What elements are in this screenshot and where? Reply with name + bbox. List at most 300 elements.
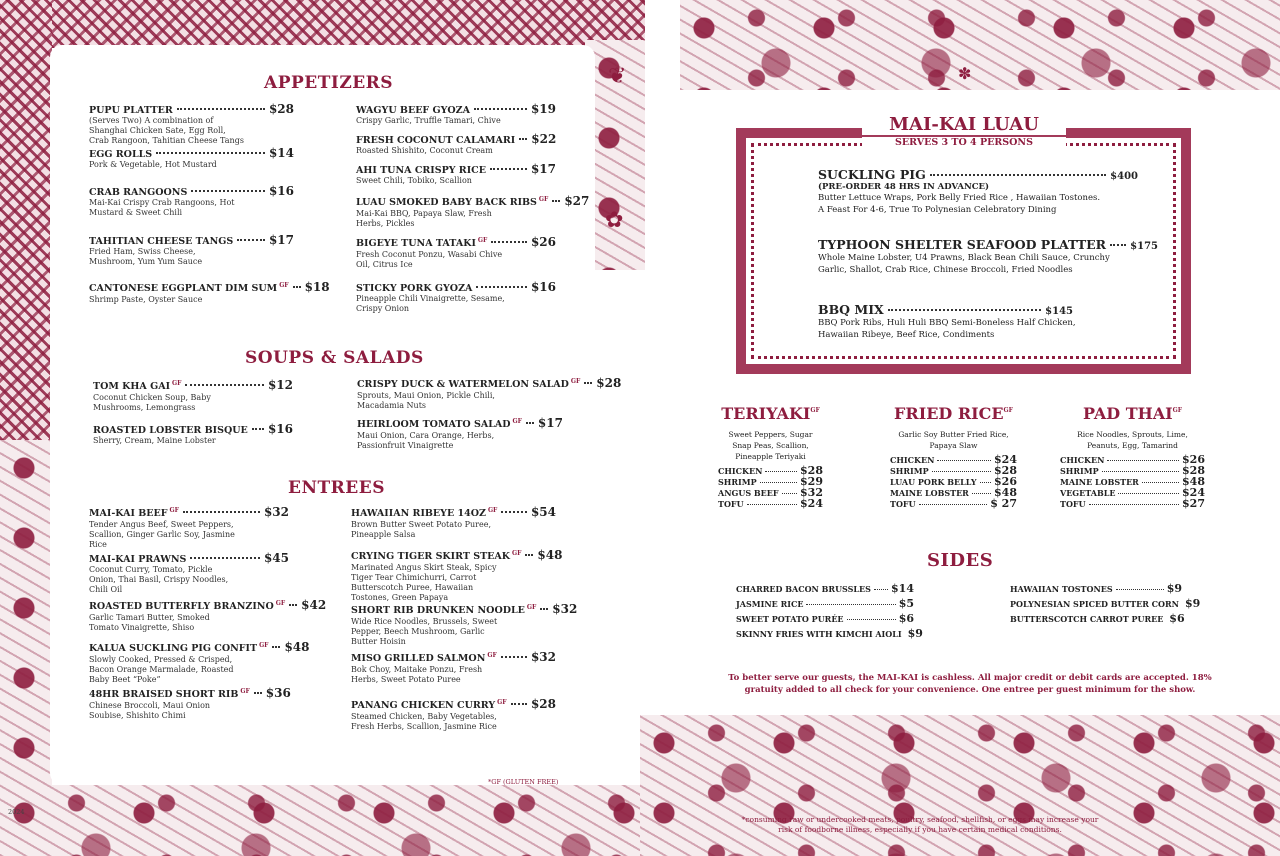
dot-leader (919, 504, 988, 505)
dot-leader (1110, 244, 1126, 246)
dot-leader (526, 422, 534, 424)
menu-item-description: Shrimp Paste, Oyster Sauce (89, 295, 203, 304)
menu-item-price: $42 (301, 598, 327, 612)
menu-item-line (356, 134, 556, 146)
menu-item-name: LUAU SMOKED BABY BACK RIBS (356, 197, 537, 208)
gluten-free-mark: GF (497, 699, 507, 706)
dot-leader (932, 471, 991, 472)
menu-item-description: Bok Choy, Maitake Ponzu, Fresh Herbs, Sweet Potato Puree (351, 665, 483, 684)
menu-item (356, 282, 556, 314)
menu-item-description: Crispy Garlic, Truffle Tamari, Chive (356, 116, 501, 125)
dot-leader (847, 619, 896, 620)
left-tapa-border-top (0, 0, 645, 48)
row-name: SHRIMP (1060, 466, 1099, 476)
dot-leader (156, 152, 265, 154)
menu-item-name: 48HR BRAISED SHORT RIB (89, 689, 239, 700)
menu-item-name: ROASTED LOBSTER BISQUE (93, 425, 248, 436)
gluten-free-note: *GF (GLUTEN FREE) (488, 778, 559, 786)
menu-item-price: $16 (267, 422, 293, 436)
column-row (1060, 464, 1205, 475)
luau-item-name: TYPHOON SHELTER SEAFOOD PLATTER (818, 237, 1107, 252)
luau-item-note: (PRE-ORDER 48 HRS IN ADVANCE) (818, 182, 990, 192)
dot-leader (252, 428, 264, 430)
right-floral-border-top (680, 0, 1280, 90)
menu-item-price: $19 (530, 102, 556, 116)
menu-item-price: $28 (530, 697, 556, 711)
column-title-text: TERIYAKI (721, 404, 811, 423)
row-price: $24 (994, 453, 1017, 466)
dot-leader (183, 511, 260, 513)
entrees-heading: ENTREES (288, 478, 385, 498)
menu-item (89, 104, 294, 146)
menu-item-price: $28 (596, 376, 622, 390)
menu-item (89, 598, 327, 633)
menu-item (357, 376, 622, 411)
menu-item-line (89, 553, 289, 565)
dot-leader (490, 168, 527, 170)
dot-leader (1142, 482, 1179, 483)
column-description: Rice Noodles, Sprouts, Lime, Peanuts, Egg, Tamarind (1077, 430, 1188, 450)
row-name: VEGETABLE (1060, 488, 1116, 498)
menu-item-price: $26 (530, 235, 556, 249)
dot-leader (177, 108, 265, 110)
menu-item-description: (Serves Two) A combination of Shanghai Chicken Sate, Egg Roll, Crab Rangoon, Tahitian Cheese Tangs (89, 116, 244, 145)
menu-item (351, 652, 556, 685)
gluten-free-mark: GF (538, 196, 549, 203)
luau-item-description: BBQ Pork Ribs, Huli Huli BBQ Semi-Boneless Half Chicken, (818, 318, 1076, 328)
dot-leader (511, 703, 527, 705)
menu-item-description: Marinated Angus Skirt Steak, Spicy Tiger Tear Chimichurri, Carrot Butterscotch Puree, Hawaiian Tostones, Green Papaya (351, 563, 497, 602)
gluten-free-mark: GF (526, 604, 537, 611)
side-price: $9 (1184, 597, 1201, 610)
flower-icon: ✽ (958, 64, 972, 83)
menu-item (93, 380, 293, 413)
menu-item (89, 507, 289, 550)
column-row (890, 497, 1017, 508)
side-item (736, 612, 914, 625)
menu-item (356, 104, 556, 126)
side-price: $14 (891, 582, 914, 595)
dot-leader (760, 482, 797, 483)
side-price: $6 (898, 612, 914, 625)
menu-column-2 (890, 404, 1017, 508)
row-price: $27 (1182, 497, 1205, 510)
menu-item-price: $16 (268, 184, 294, 198)
row-name: MAINE LOBSTER (890, 488, 969, 498)
left-floral-border-bottom (0, 785, 645, 856)
menu-item (89, 280, 330, 305)
menu-item-price: $48 (284, 640, 310, 654)
menu-item-name: CANTONESE EGGPLANT DIM SUM (89, 283, 278, 294)
dot-leader (474, 108, 527, 110)
gluten-free-mark: GF (275, 600, 286, 607)
row-price: $24 (800, 497, 823, 510)
row-name: ANGUS BEEF (718, 488, 779, 498)
row-name: SHRIMP (718, 477, 757, 487)
menu-item-description: Brown Butter Sweet Potato Puree, Pineapple Salsa (351, 520, 491, 539)
menu-item-line (89, 598, 327, 613)
menu-column-1 (718, 404, 823, 508)
menu-item-description: Pineapple Chili Vinaigrette, Sesame, Crispy Onion (356, 294, 505, 313)
menu-item-line (89, 148, 294, 160)
menu-item-line (89, 507, 289, 520)
menu-item-name: HAWAIIAN RIBEYE 14OZ (351, 508, 486, 519)
menu-item-line (351, 699, 556, 712)
column-row (718, 475, 823, 486)
menu-item-name: HEIRLOOM TOMATO SALAD (357, 419, 511, 430)
column-row (890, 453, 1017, 464)
side-price: $6 (1169, 612, 1185, 625)
dot-leader (980, 482, 991, 483)
column-row (890, 464, 1017, 475)
side-price: $5 (898, 597, 914, 610)
menu-item-name: PANANG CHICKEN CURRY (351, 700, 496, 711)
menu-item-line (93, 380, 293, 393)
menu-item-price: $16 (530, 280, 556, 294)
dot-leader (293, 286, 301, 288)
menu-item-line (93, 424, 293, 436)
menu-item-description: Tender Angus Beef, Sweet Peppers, Scallion, Ginger Garlic Soy, Jasmine Rice (89, 520, 235, 549)
menu-item-line (356, 104, 556, 116)
luau-item-price: $145 (1045, 306, 1073, 317)
menu-item-line (357, 376, 622, 391)
soups-salads-heading: SOUPS & SALADS (245, 348, 424, 368)
luau-item-line (818, 237, 1158, 252)
dot-leader (937, 460, 991, 461)
row-name: SHRIMP (890, 466, 929, 476)
gluten-free-mark: GF (240, 688, 250, 695)
menu-item-price: $22 (531, 132, 557, 146)
menu-item-name: ROASTED BUTTERFLY BRANZINO (89, 601, 274, 612)
row-name: MAINE LOBSTER (1060, 477, 1139, 487)
row-price: $32 (800, 486, 823, 499)
luau-item-description-2: A Feast For 4-6, True To Polynesian Celebratory Dining (818, 205, 1057, 215)
column-row (718, 464, 823, 475)
column-row (1060, 475, 1205, 486)
menu-item-price: $18 (304, 280, 330, 294)
menu-item (89, 553, 289, 595)
column-row (890, 486, 1017, 497)
column-description: Garlic Soy Butter Fried Rice, Papaya Slaw (898, 430, 1009, 450)
gluten-free-mark: GF (172, 380, 182, 387)
luau-subtitle: SERVES 3 TO 4 PERSONS (862, 137, 1066, 148)
menu-item-line (356, 237, 556, 250)
side-name: POLYNESIAN SPICED BUTTER CORN (1010, 599, 1179, 609)
side-name: JASMINE RICE (736, 599, 804, 609)
column-description: Sweet Peppers, Sugar Snap Peas, Scallion, Pineapple Teriyaki (728, 430, 813, 461)
column-row (718, 486, 823, 497)
menu-item-price: $54 (530, 505, 556, 519)
dot-leader (501, 656, 527, 658)
menu-item-name: SHORT RIB DRUNKEN NOODLE (351, 605, 525, 616)
dot-leader (476, 286, 527, 288)
luau-item-line (818, 167, 1138, 182)
menu-item-line (357, 418, 562, 431)
row-name: TOFU (1060, 499, 1086, 509)
menu-item-name: FRESH COCONUT CALAMARI (356, 135, 516, 146)
dot-leader (519, 138, 527, 140)
luau-item-description-2: Hawaiian Ribeye, Beef Rice, Condiments (818, 330, 995, 340)
luau-item-description: Butter Lettuce Wraps, Pork Belly Fried Rice , Hawaiian Tostones. (818, 193, 1101, 203)
menu-item-name: MISO GRILLED SALMON (351, 653, 486, 664)
dot-leader (584, 382, 592, 384)
dot-leader (782, 493, 798, 494)
gluten-free-mark: GF (477, 237, 488, 244)
menu-item-price: $17 (537, 416, 563, 430)
menu-item (351, 507, 556, 540)
gluten-free-mark: GF (512, 550, 522, 557)
dot-leader (254, 692, 262, 694)
dot-leader (185, 384, 264, 386)
column-row (1060, 486, 1205, 497)
menu-item-name: WAGYU BEEF GYOZA (356, 105, 470, 116)
menu-item-line (351, 602, 578, 617)
menu-item-line (89, 280, 330, 295)
column-title-text: PAD THAI (1082, 404, 1173, 423)
dot-leader (552, 200, 560, 202)
menu-item-price: $12 (267, 378, 293, 392)
menu-item-price: $27 (564, 194, 590, 208)
menu-item-description: Maui Onion, Cara Orange, Herbs, Passionfruit Vinaigrette (357, 431, 495, 450)
menu-item-name: MAI-KAI PRAWNS (89, 554, 187, 565)
menu-item-line (351, 548, 563, 563)
menu-item-name: TOM KHA GAI (93, 381, 171, 392)
luau-item-line (818, 302, 1073, 317)
menu-item-description: Pork & Vegetable, Hot Mustard (89, 160, 217, 169)
row-price: $28 (994, 464, 1017, 477)
menu-item-price: $36 (265, 686, 291, 700)
row-price: $48 (1182, 475, 1205, 488)
dot-leader (191, 190, 265, 192)
side-name: CHARRED BACON BRUSSLES (736, 584, 871, 594)
dot-leader (972, 493, 991, 494)
dot-leader (874, 589, 888, 590)
menu-item (89, 640, 310, 685)
menu-item-description: Slowly Cooked, Pressed & Crisped, Bacon Orange Marmalade, Roasted Baby Beet “Poke” (89, 655, 234, 684)
appetizers-heading: APPETIZERS (264, 73, 394, 93)
side-item (736, 582, 914, 595)
menu-item-description: Coconut Curry, Tomato, Pickle Onion, Thai Basil, Crispy Noodles, Chili Oil (89, 565, 229, 594)
menu-item-description: Mai-Kai BBQ, Papaya Slaw, Fresh Herbs, Pickles (356, 209, 492, 228)
menu-item-description: Fried Ham, Swiss Cheese, Mushroom, Yum Yum Sauce (89, 247, 203, 266)
menu-item-description: Sprouts, Maui Onion, Pickle Chili, Macadamia Nuts (357, 391, 495, 410)
column-title (1060, 404, 1205, 423)
menu-item-price: $45 (263, 551, 289, 565)
menu-item-name: STICKY PORK GYOZA (356, 283, 473, 294)
menu-column-3 (1060, 404, 1205, 508)
menu-item-line (89, 235, 294, 247)
menu-item (351, 548, 563, 603)
menu-item (351, 699, 556, 732)
menu-item-price: $32 (530, 650, 556, 664)
menu-item (357, 418, 562, 451)
luau-item-name: BBQ MIX (818, 302, 884, 317)
menu-item-description: Sweet Chili, Tobiko, Scallion (356, 176, 472, 185)
menu-year: 2024 (8, 808, 25, 816)
dot-leader (806, 604, 895, 605)
side-name: SKINNY FRIES WITH KIMCHI AIOLI (736, 629, 902, 639)
side-item (1010, 582, 1182, 595)
luau-item-price: $400 (1110, 171, 1138, 182)
menu-item-description: Coconut Chicken Soup, Baby Mushrooms, Lemongrass (93, 393, 211, 412)
gluten-free-mark: GF (810, 407, 820, 414)
menu-item-price: $32 (263, 505, 289, 519)
side-item (1010, 612, 1185, 625)
gluten-free-mark: GF (279, 282, 289, 289)
menu-item (89, 186, 294, 218)
row-price: $26 (994, 475, 1017, 488)
gluten-free-mark: GF (487, 652, 497, 659)
row-name: LUAU PORK BELLY (890, 477, 977, 487)
dot-leader (930, 174, 1106, 176)
dot-leader (1116, 589, 1164, 590)
menu-item-name: EGG ROLLS (89, 149, 153, 160)
menu-item-description: Chinese Broccoli, Maui Onion Soubise, Shishito Chimi (89, 701, 211, 720)
dot-leader (1089, 504, 1179, 505)
luau-item (818, 237, 1158, 276)
gluten-free-mark: GF (512, 418, 522, 425)
row-name: TOFU (718, 499, 744, 509)
gluten-free-mark: GF (570, 378, 581, 385)
menu-item (89, 235, 294, 267)
row-price: $28 (1182, 464, 1205, 477)
menu-item (89, 688, 289, 721)
column-row (718, 497, 823, 508)
menu-item (356, 194, 590, 229)
sides-heading: SIDES (927, 550, 994, 571)
menu-item-price: $28 (268, 102, 294, 116)
row-name: TOFU (890, 499, 916, 509)
column-title (718, 404, 823, 423)
side-item (736, 627, 923, 640)
menu-item-name: KALUA SUCKLING PIG CONFIT (89, 643, 258, 654)
column-title-text: FRIED RICE (894, 404, 1004, 423)
column-row (1060, 497, 1205, 508)
dot-leader (272, 646, 280, 648)
menu-item-line (89, 104, 294, 116)
menu-item (93, 424, 293, 446)
column-title (890, 404, 1017, 423)
gluten-free-mark: GF (259, 642, 269, 649)
dot-leader (747, 504, 797, 505)
menu-item-price: $48 (537, 548, 563, 562)
row-price: $24 (1182, 486, 1205, 499)
menu-item-line (351, 507, 556, 520)
dot-leader (1107, 460, 1179, 461)
side-name: HAWAIIAN TOSTONES (1010, 584, 1113, 594)
gluten-free-mark: GF (1003, 407, 1013, 414)
menu-item (356, 164, 556, 186)
menu-item-description: Mai-Kai Crispy Crab Rangoons, Hot Mustard & Sweet Chili (89, 198, 235, 217)
row-price: $48 (994, 486, 1017, 499)
menu-item-description: Wide Rice Noodles, Brussels, Sweet Pepper, Beech Mushroom, Garlic Butter Hoisin (351, 617, 498, 646)
row-name: CHICKEN (718, 466, 763, 476)
dot-leader (525, 554, 533, 556)
menu-item-name: TAHITIAN CHEESE TANGS (89, 236, 234, 247)
side-name: SWEET POTATO PURÉE (736, 614, 844, 624)
menu-item-name: BIGEYE TUNA TATAKI (356, 238, 476, 249)
menu-item-price: $17 (268, 233, 294, 247)
row-price: $ 27 (990, 497, 1017, 510)
menu-item-price: $17 (530, 162, 556, 176)
menu-item (356, 237, 556, 270)
dot-leader (491, 241, 527, 243)
menu-item-line (351, 652, 556, 665)
column-row (1060, 453, 1205, 464)
row-price: $29 (800, 475, 823, 488)
menu-item-line (356, 164, 556, 176)
dot-leader (540, 608, 548, 610)
dot-leader (237, 239, 265, 241)
luau-item-price: $175 (1130, 241, 1158, 252)
side-price: $9 (1166, 582, 1182, 595)
luau-item-name: SUCKLING PIG (818, 167, 926, 182)
dot-leader (190, 557, 260, 559)
cashless-notice: To better serve our guests, the MAI-KAI is cashless. All major credit or debit cards are accepted. 18% gratuity added to all check for your convenience. One entree per guest minimum for the show. (728, 673, 1212, 695)
menu-item (351, 602, 578, 647)
dot-leader (765, 471, 797, 472)
dot-leader (888, 309, 1041, 311)
raw-food-warning: *consuming raw or undercooked meats, poultry, seafood, shellfish, or eggs may increase your risk of foodborne illness, especially if you have certain medical conditions. (741, 815, 1099, 834)
side-price: $9 (907, 627, 923, 640)
menu-item-name: CRYING TIGER SKIRT STEAK (351, 551, 511, 562)
menu-item (356, 134, 556, 156)
column-row (890, 475, 1017, 486)
luau-item-description-2: Garlic, Shallot, Crab Rice, Chinese Broccoli, Fried Noodles (818, 265, 1073, 275)
dot-leader (1118, 493, 1179, 494)
side-item (1010, 597, 1201, 610)
menu-item-price: $14 (268, 146, 294, 160)
luau-item (818, 167, 1158, 216)
left-tapa-border-left (0, 0, 52, 440)
pineapple-icon: ❦ (608, 64, 627, 89)
luau-item (818, 302, 1158, 341)
gluten-free-mark: GF (1172, 407, 1183, 414)
menu-item-name: PUPU PLATTER (89, 105, 173, 116)
dot-leader (1102, 471, 1179, 472)
row-name: CHICKEN (1060, 455, 1105, 465)
menu-item-description: Garlic Tamari Butter, Smoked Tomato Vinaigrette, Shiso (89, 613, 210, 632)
gluten-free-mark: GF (487, 507, 498, 514)
side-item (736, 597, 914, 610)
luau-item-description: Whole Maine Lobster, U4 Prawns, Black Bean Chili Sauce, Crunchy (818, 253, 1110, 263)
menu-item-line (89, 688, 289, 701)
menu-item-name: MAI-KAI BEEF (89, 508, 168, 519)
menu-item-name: CRAB RANGOONS (89, 187, 188, 198)
menu-item-line (356, 282, 556, 294)
gluten-free-mark: GF (169, 507, 179, 514)
menu-item-line (89, 186, 294, 198)
row-price: $28 (800, 464, 823, 477)
hibiscus-icon: ✿ (605, 208, 624, 233)
menu-item-description: Sherry, Cream, Maine Lobster (93, 436, 216, 445)
menu-item-price: $32 (552, 602, 578, 616)
menu-item-description: Roasted Shishito, Coconut Cream (356, 146, 493, 155)
luau-title: MAI-KAI LUAU (862, 114, 1066, 135)
menu-item-name: AHI TUNA CRISPY RICE (356, 165, 486, 176)
side-name: BUTTERSCOTCH CARROT PUREE (1010, 614, 1164, 624)
dot-leader (289, 604, 297, 606)
menu-item-description: Steamed Chicken, Baby Vegetables, Fresh Herbs, Scallion, Jasmine Rice (351, 712, 497, 731)
menu-item-line (356, 194, 590, 209)
dot-leader (501, 511, 527, 513)
menu-item-line (89, 640, 310, 655)
row-price: $26 (1182, 453, 1205, 466)
menu-item-name: CRISPY DUCK & WATERMELON SALAD (357, 379, 569, 390)
menu-item (89, 148, 294, 170)
menu-item-description: Fresh Coconut Ponzu, Wasabi Chive Oil, Citrus Ice (356, 250, 503, 269)
row-name: CHICKEN (890, 455, 935, 465)
